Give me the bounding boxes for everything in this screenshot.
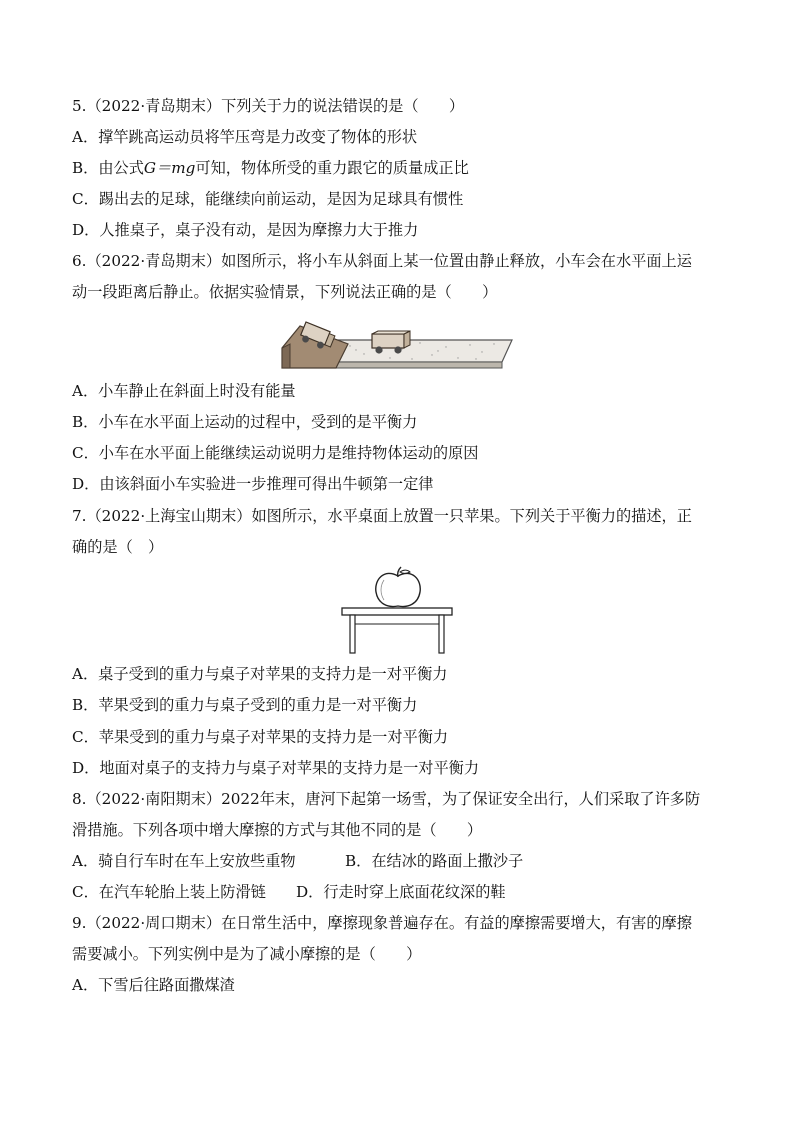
- q6-option-b: B．小车在水平面上运动的过程中，受到的是平衡力: [72, 413, 418, 431]
- q9-stem-line1: 9.（2022·周口期末）在日常生活中，摩擦现象普遍存在。有益的摩擦需要增大，有害的摩擦: [72, 914, 692, 932]
- q7-stem-line2: 确的是（ ）: [72, 538, 164, 556]
- q7-option-d: D．地面对桌子的支持力与桌子对苹果的支持力是一对平衡力: [72, 759, 480, 777]
- q8-option-b: B．在结冰的路面上撒沙子: [345, 852, 524, 870]
- q8-stem-line1: 8.（2022·南阳期末）2022年末，唐河下起第一场雪，为了保证安全出行，人们采取了许多防: [72, 790, 701, 808]
- q8-option-a: A．骑自行车时在车上安放些重物: [72, 852, 296, 870]
- table-leg-left: [350, 615, 355, 653]
- q5-option-b-prefix: B．由公式: [72, 159, 144, 177]
- apple: [376, 567, 421, 606]
- q9-option-a: A．下雪后往路面撒煤渣: [72, 976, 235, 994]
- q6-option-c: C．小车在水平面上能继续运动说明力是维持物体运动的原因: [72, 444, 479, 462]
- q5-option-c: C．踢出去的足球，能继续向前运动，是因为足球具有惯性: [72, 190, 464, 208]
- q5-option-b-suffix: 可知，物体所受的重力跟它的质量成正比: [195, 159, 469, 177]
- q5-option-d: D．人推桌子，桌子没有动，是因为摩擦力大于推力: [72, 221, 419, 239]
- q5-option-a: A．撑竿跳高运动员将竿压弯是力改变了物体的形状: [72, 128, 418, 146]
- q6-option-a: A．小车静止在斜面上时没有能量: [72, 382, 296, 400]
- incline-cart-figure: [280, 314, 516, 372]
- q6-stem-line1: 6.（2022·青岛期末）如图所示，将小车从斜面上某一位置由静止释放，小车会在水平面上运: [72, 252, 692, 270]
- q5-option-b-formula: G＝mg: [143, 159, 196, 177]
- q7-option-b: B．苹果受到的重力与桌子受到的重力是一对平衡力: [72, 696, 418, 714]
- q8-option-d: D．行走时穿上底面花纹深的鞋: [296, 883, 506, 901]
- q7-option-c: C．苹果受到的重力与桌子对苹果的支持力是一对平衡力: [72, 728, 449, 746]
- table-top: [342, 608, 452, 615]
- table-leg-right: [439, 615, 444, 653]
- q5-stem: 5.（2022·青岛期末）下列关于力的说法错误的是（ ）: [72, 97, 465, 115]
- q8-option-c: C．在汽车轮胎上装上防滑链: [72, 883, 266, 901]
- apple-table-figure: [340, 566, 456, 656]
- q9-stem-line2: 需要减小。下列实例中是为了减小摩擦的是（ ）: [72, 945, 422, 963]
- q8-stem-line2: 滑措施。下列各项中增大摩擦的方式与其他不同的是（ ）: [72, 821, 483, 839]
- q7-option-a: A．桌子受到的重力与桌子对苹果的支持力是一对平衡力: [72, 665, 448, 683]
- q6-stem-line2: 动一段距离后静止。依据实验情景，下列说法正确的是（ ）: [72, 283, 498, 301]
- q7-stem-line1: 7.（2022·上海宝山期末）如图所示，水平桌面上放置一只苹果。下列关于平衡力的描述，正: [72, 507, 692, 525]
- q6-option-d: D．由该斜面小车实验进一步推理可得出牛顿第一定律: [72, 475, 434, 493]
- incline-side: [282, 344, 290, 368]
- q5-option-b: [72, 158, 469, 178]
